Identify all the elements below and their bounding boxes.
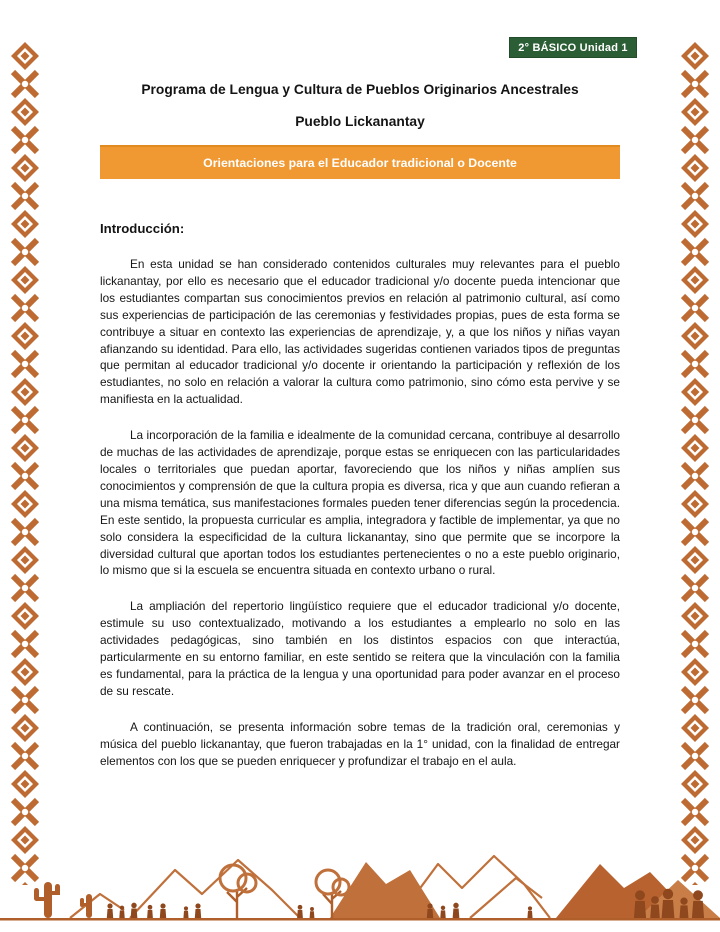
content-area	[100, 82, 620, 788]
unit-badge-label: 2° BÁSICO Unidad 1	[518, 41, 628, 54]
decorative-border-right-pattern	[681, 42, 709, 885]
ground-line	[0, 918, 720, 921]
orientation-banner-label: Orientaciones para el Educador tradicional o Docente	[203, 156, 517, 170]
paragraph-3: La ampliación del repertorio lingüístico requiere que el educador tradicional y/o docente, estimule su uso contextualizado, motivando a los estudiantes a emplearlo no solo en las actividades pedagógicas, sino también en los distintos espacios con que interactúa, particularmente en su entorno familiar, en este sentido se reitera que la vinculación con la familia es fundamental, para la práctica de la lengua y una oportunidad para poder avanzar en el proceso de su rescate.	[100, 599, 620, 698]
footer-illustration	[0, 832, 720, 924]
decorative-border-left-pattern	[11, 42, 39, 885]
body-text	[100, 256, 620, 769]
orientation-banner	[100, 145, 620, 179]
mountain-peaks	[330, 862, 720, 918]
tree-icons	[220, 865, 349, 918]
unit-badge	[509, 37, 637, 58]
document-subtitle: Pueblo Lickanantay	[295, 114, 425, 129]
paragraph-2: La incorporación de la familia e idealmente de la comunidad cercana, contribuye al desarrollo de muchas de las actividades de aprendizaje, porque estas se enriquecen con las particularidades locales o territoriales que puedan aportar, favoreciendo que los niños y niñas amplíen sus conocimientos y comprensión de que la cultura propia es diversa, rica y que aun cuando refieran a una misma temática, sus manifestaciones formales pueden tener diferencias según la procedencia. En este sentido, la propuesta curricular es amplia, integradora y factible de implementar, ya que no solo considera la especificidad de la cultura lickanantay, sino que permite que se incorpore la diversidad cultural que aportan todos los estudiantes pertenecientes o no a este pueblo originario, lo mismo que si la escuela se encuentra situada en contexto urbano o rural.	[100, 428, 620, 578]
paragraph-4: A continuación, se presenta información sobre temas de la tradición oral, ceremonias y música del pueblo lickanantay, que fueron trabajadas en la 1° unidad, con la finalidad de entregar elementos con los que se pueden enriquecer y profundizar el trabajo en el aula.	[100, 719, 620, 768]
document-title: Programa de Lengua y Cultura de Pueblos Originarios Ancestrales	[141, 82, 579, 97]
paragraph-1: En esta unidad se han considerado contenidos culturales muy relevantes para el pueblo lickanantay, por ello es necesario que el educador tradicional y/o docente pueda intencionar que los estudiantes compartan sus conocimientos previos en relación al patrimonio cultural, así como sus experiencias de participación de las ceremonias y festividades propias, pues de esta forma se contribuye a situar en contexto las experiencias de aprendizaje, y, a que los niños y niñas vayan afianzando su identidad. Para ello, las actividades sugeridas contienen variados tipos de preguntas que permitan al educador tradicional y/o docente ir orientando la participación y reflexión de los estudiantes, no solo en relación a valorar la cultura como patrimonio, sino cómo esta pervive y se manifiesta en la actualidad.	[100, 257, 620, 407]
section-heading-introduccion: Introducción:	[100, 221, 185, 236]
mountain-ridge-lines	[70, 856, 550, 918]
cactus-icons	[34, 882, 92, 918]
